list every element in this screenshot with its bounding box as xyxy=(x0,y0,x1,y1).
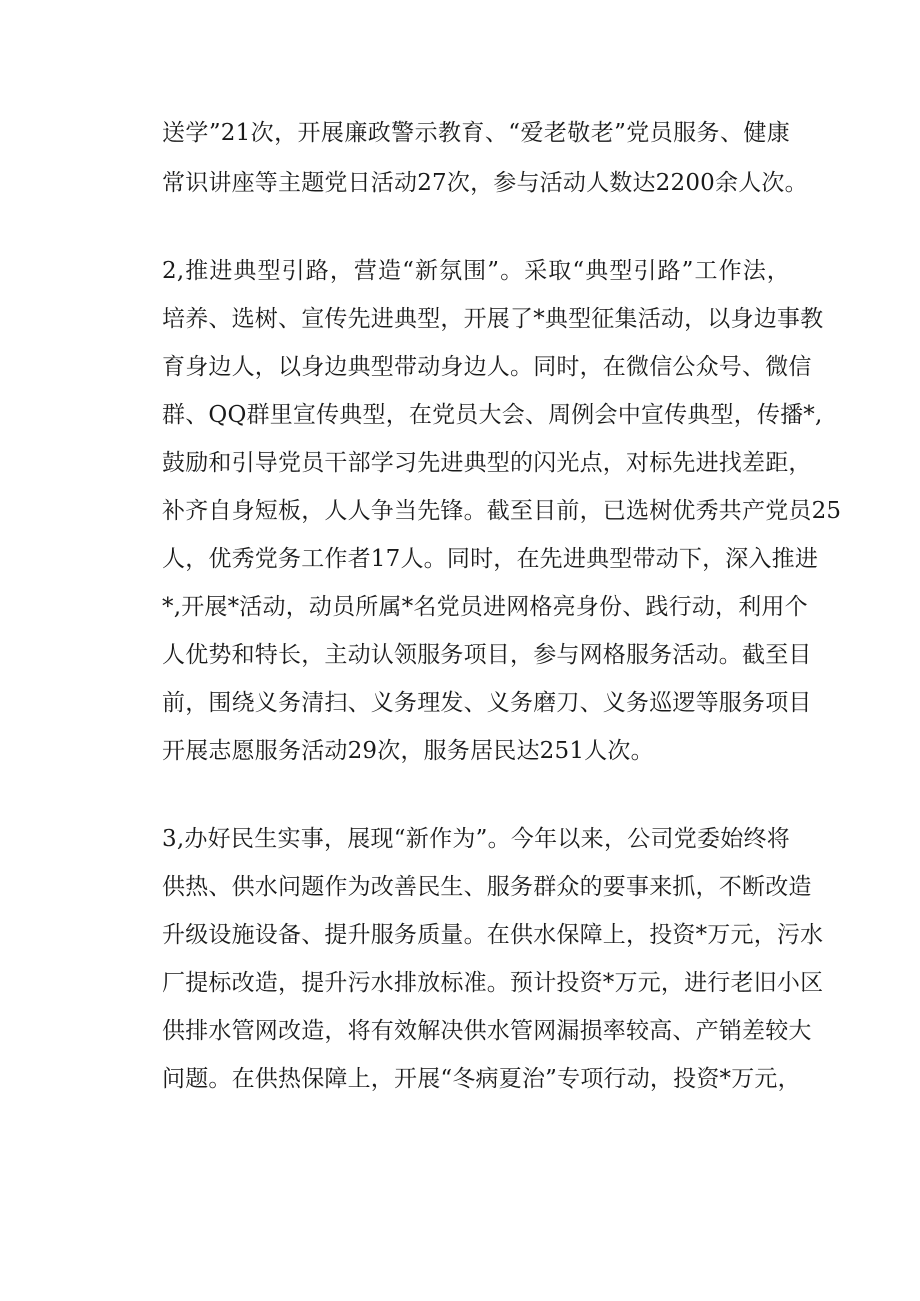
paragraph-line: 3,办好民生实事，展现“新作为”。今年以来，公司党委始终将 xyxy=(162,826,790,852)
paragraph-line: 2,推进典型引路，营造“新氛围”。采取“典型引路”工作法， xyxy=(162,258,790,284)
paragraph-line: 升级设施设备、提升服务质量。在供水保障上，投资*万元，污水 xyxy=(162,922,824,948)
paragraph-line: 前，围绕义务清扫、义务理发、义务磨刀、义务巡逻等服务项目 xyxy=(162,690,812,716)
paragraph-line: 群、QQ群里宣传典型，在党员大会、周例会中宣传典型，传播*, xyxy=(162,402,823,428)
paragraph-line: 常识讲座等主题党日活动27次，参与活动人数达2200余人次。 xyxy=(162,170,808,196)
paragraph-line: 培养、选树、宣传先进典型，开展了*典型征集活动，以身边事教 xyxy=(162,306,824,332)
paragraph-line: 问题。在供热保障上，开展“冬病夏治”专项行动，投资*万元， xyxy=(162,1066,801,1092)
paragraph-line: 送学”21次，开展廉政警示教育、“爱老敬老”党员服务、健康 xyxy=(162,120,790,146)
paragraph-line: *,开展*活动，动员所属*名党员进网格亮身份、践行动，利用个 xyxy=(162,594,808,620)
paragraph-line: 开展志愿服务活动29次，服务居民达251人次。 xyxy=(162,738,654,764)
paragraph-line: 供排水管网改造，将有效解决供水管网漏损率较高、产销差较大 xyxy=(162,1018,812,1044)
paragraph-line: 补齐自身短板，人人争当先锋。截至目前，已选树优秀共产党员25 xyxy=(162,498,842,524)
paragraph-line: 人优势和特长，主动认领服务项目，参与网格服务活动。截至目 xyxy=(162,642,812,668)
paragraph-line: 鼓励和引导党员干部学习先进典型的闪光点，对标先进找差距， xyxy=(162,450,812,476)
paragraph-line: 厂提标改造，提升污水排放标准。预计投资*万元，进行老旧小区 xyxy=(162,970,824,996)
paragraph-line: 供热、供水问题作为改善民生、服务群众的要事来抓，不断改造 xyxy=(162,874,812,900)
paragraph-line: 人，优秀党务工作者17人。同时，在先进典型带动下，深入推进 xyxy=(162,546,819,572)
paragraph-line: 育身边人，以身边典型带动身边人。同时，在微信公众号、微信 xyxy=(162,354,812,380)
